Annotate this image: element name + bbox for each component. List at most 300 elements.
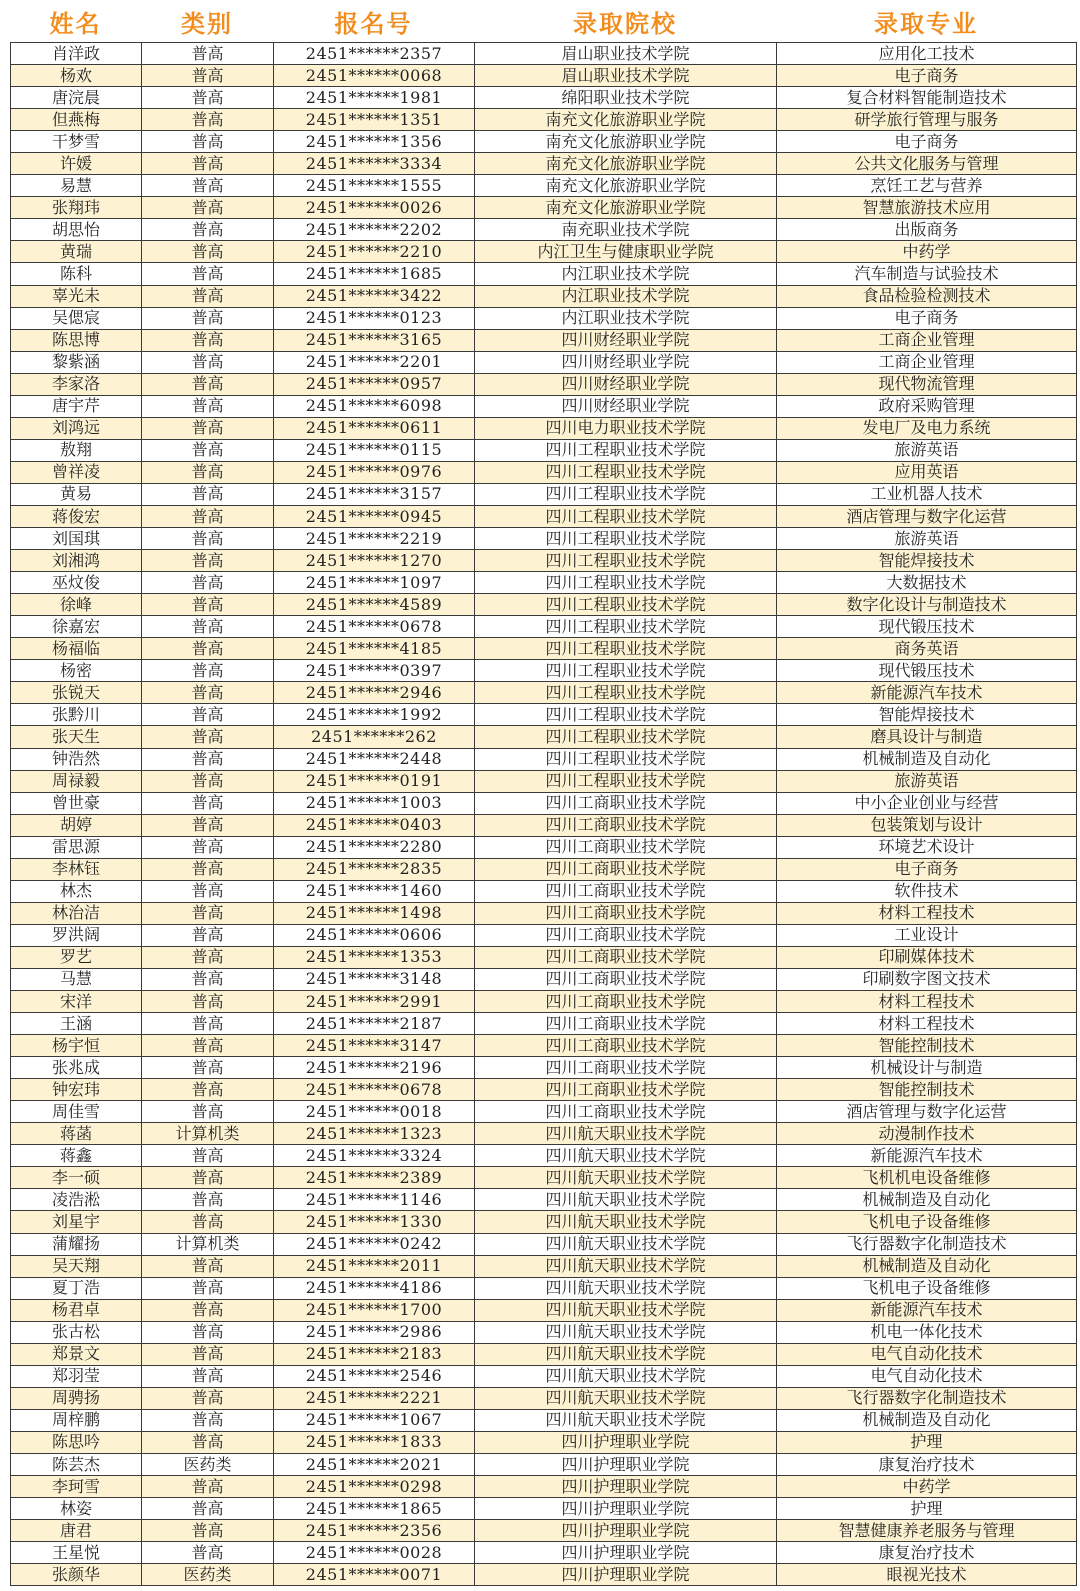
student-name-cell: 杨君卓 <box>11 1299 142 1321</box>
school-cell: 四川航天职业技术学院 <box>475 1365 777 1387</box>
major-cell: 新能源汽车技术 <box>777 682 1077 704</box>
student-name-cell: 林治洁 <box>11 902 142 924</box>
student-name-cell: 肖洋政 <box>11 43 142 65</box>
major-cell: 动漫制作技术 <box>777 1123 1077 1145</box>
student-name-cell: 杨福临 <box>11 638 142 660</box>
header-registration-number: 报名号 <box>334 9 413 38</box>
school-cell: 四川工商职业技术学院 <box>475 880 777 902</box>
registration-number-cell: 2451******3157 <box>274 483 475 505</box>
student-name-cell: 钟宏玮 <box>11 1079 142 1101</box>
registration-number-cell: 2451******3165 <box>274 329 475 351</box>
category-cell: 普高 <box>142 572 274 594</box>
major-cell: 机械设计与制造 <box>777 1057 1077 1079</box>
category-cell: 普高 <box>142 726 274 748</box>
school-cell: 四川工程职业技术学院 <box>475 726 777 748</box>
table-row <box>11 1035 1077 1057</box>
category-cell: 普高 <box>142 792 274 814</box>
registration-number-cell: 2451******0397 <box>274 660 475 682</box>
registration-number-cell: 2451******4589 <box>274 594 475 616</box>
table-row <box>11 858 1077 880</box>
category-cell: 普高 <box>142 1057 274 1079</box>
registration-number-cell: 2451******0298 <box>274 1476 475 1498</box>
table-row <box>11 1277 1077 1299</box>
table-row <box>11 153 1077 175</box>
student-name-cell: 蒋菡 <box>11 1123 142 1145</box>
major-cell: 电气自动化技术 <box>777 1365 1077 1387</box>
student-name-cell: 周骋扬 <box>11 1387 142 1409</box>
registration-number-cell: 2451******2357 <box>274 43 475 65</box>
major-cell: 机电一体化技术 <box>777 1321 1077 1343</box>
category-cell: 普高 <box>142 417 274 439</box>
major-cell: 智慧健康养老服务与管理 <box>777 1520 1077 1542</box>
major-cell: 康复治疗技术 <box>777 1454 1077 1476</box>
table-row <box>11 770 1077 792</box>
student-name-cell: 陈思吟 <box>11 1431 142 1453</box>
major-cell: 工业机器人技术 <box>777 483 1077 505</box>
table-row <box>11 1167 1077 1189</box>
category-cell: 普高 <box>142 902 274 924</box>
school-cell: 四川护理职业学院 <box>475 1564 777 1586</box>
school-cell: 四川航天职业技术学院 <box>475 1167 777 1189</box>
registration-number-cell: 2451******1330 <box>274 1211 475 1233</box>
major-cell: 飞行器数字化制造技术 <box>777 1387 1077 1409</box>
student-name-cell: 张兆成 <box>11 1057 142 1079</box>
major-cell: 工商企业管理 <box>777 351 1077 373</box>
student-name-cell: 黄易 <box>11 483 142 505</box>
table-row <box>11 1365 1077 1387</box>
major-cell: 应用化工技术 <box>777 43 1077 65</box>
category-cell: 普高 <box>142 1013 274 1035</box>
admission-table <box>10 42 1077 1586</box>
registration-number-cell: 2451******3324 <box>274 1145 475 1167</box>
table-row <box>11 726 1077 748</box>
registration-number-cell: 2451******2201 <box>274 351 475 373</box>
table-row <box>11 902 1077 924</box>
table-row <box>11 1101 1077 1123</box>
student-name-cell: 马慧 <box>11 968 142 990</box>
student-name-cell: 周禄毅 <box>11 770 142 792</box>
table-row <box>11 285 1077 307</box>
category-cell: 普高 <box>142 1145 274 1167</box>
student-name-cell: 刘鸿远 <box>11 417 142 439</box>
school-cell: 四川护理职业学院 <box>475 1454 777 1476</box>
table-row <box>11 483 1077 505</box>
registration-number-cell: 2451******0028 <box>274 1542 475 1564</box>
school-cell: 南充文化旅游职业学院 <box>475 131 777 153</box>
school-cell: 四川工程职业技术学院 <box>475 439 777 461</box>
school-cell: 四川工程职业技术学院 <box>475 550 777 572</box>
major-cell: 政府采购管理 <box>777 395 1077 417</box>
student-name-cell: 郑羽莹 <box>11 1365 142 1387</box>
registration-number-cell: 2451******2546 <box>274 1365 475 1387</box>
table-row <box>11 329 1077 351</box>
table-row <box>11 1387 1077 1409</box>
major-cell: 包装策划与设计 <box>777 814 1077 836</box>
major-cell: 机械制造及自动化 <box>777 1409 1077 1431</box>
table-row <box>11 505 1077 527</box>
category-cell: 普高 <box>142 528 274 550</box>
school-cell: 南充文化旅游职业学院 <box>475 197 777 219</box>
category-cell: 普高 <box>142 1476 274 1498</box>
school-cell: 四川航天职业技术学院 <box>475 1123 777 1145</box>
major-cell: 康复治疗技术 <box>777 1542 1077 1564</box>
major-cell: 电气自动化技术 <box>777 1343 1077 1365</box>
school-cell: 四川工商职业技术学院 <box>475 946 777 968</box>
table-row <box>11 880 1077 902</box>
school-cell: 四川工商职业技术学院 <box>475 1079 777 1101</box>
category-cell: 普高 <box>142 1211 274 1233</box>
registration-number-cell: 2451******3147 <box>274 1035 475 1057</box>
major-cell: 智能焊接技术 <box>777 704 1077 726</box>
category-cell: 普高 <box>142 307 274 329</box>
table-row <box>11 43 1077 65</box>
registration-number-cell: 2451******1981 <box>274 87 475 109</box>
student-name-cell: 周梓鹏 <box>11 1409 142 1431</box>
registration-number-cell: 2451******2221 <box>274 1387 475 1409</box>
registration-number-cell: 2451******0403 <box>274 814 475 836</box>
table-row <box>11 1123 1077 1145</box>
registration-number-cell: 2451******0957 <box>274 373 475 395</box>
major-cell: 应用英语 <box>777 461 1077 483</box>
category-cell: 计算机类 <box>142 1233 274 1255</box>
header-admitted-school: 录取院校 <box>573 9 677 38</box>
major-cell: 烹饪工艺与营养 <box>777 175 1077 197</box>
category-cell: 普高 <box>142 285 274 307</box>
student-name-cell: 胡婷 <box>11 814 142 836</box>
table-row <box>11 1321 1077 1343</box>
major-cell: 新能源汽车技术 <box>777 1145 1077 1167</box>
student-name-cell: 郑景文 <box>11 1343 142 1365</box>
category-cell: 普高 <box>142 814 274 836</box>
category-cell: 普高 <box>142 1409 274 1431</box>
registration-number-cell: 2451******2202 <box>274 219 475 241</box>
student-name-cell: 周佳雪 <box>11 1101 142 1123</box>
table-row <box>11 660 1077 682</box>
registration-number-cell: 2451******4185 <box>274 638 475 660</box>
registration-number-cell: 2451******0945 <box>274 505 475 527</box>
major-cell: 护理 <box>777 1498 1077 1520</box>
student-name-cell: 李一硕 <box>11 1167 142 1189</box>
category-cell: 普高 <box>142 770 274 792</box>
major-cell: 旅游英语 <box>777 770 1077 792</box>
registration-number-cell: 2451******0678 <box>274 616 475 638</box>
school-cell: 四川护理职业学院 <box>475 1431 777 1453</box>
major-cell: 机械制造及自动化 <box>777 1189 1077 1211</box>
table-row <box>11 417 1077 439</box>
category-cell: 普高 <box>142 87 274 109</box>
major-cell: 印刷数字图文技术 <box>777 968 1077 990</box>
registration-number-cell: 2451******1685 <box>274 263 475 285</box>
major-cell: 中药学 <box>777 241 1077 263</box>
registration-number-cell: 2451******0018 <box>274 1101 475 1123</box>
major-cell: 研学旅行管理与服务 <box>777 109 1077 131</box>
school-cell: 四川护理职业学院 <box>475 1542 777 1564</box>
table-row <box>11 1409 1077 1431</box>
major-cell: 电子商务 <box>777 131 1077 153</box>
table-row <box>11 1145 1077 1167</box>
category-cell: 普高 <box>142 1277 274 1299</box>
table-row <box>11 946 1077 968</box>
school-cell: 四川电力职业技术学院 <box>475 417 777 439</box>
major-cell: 公共文化服务与管理 <box>777 153 1077 175</box>
major-cell: 飞机电子设备维修 <box>777 1211 1077 1233</box>
major-cell: 材料工程技术 <box>777 991 1077 1013</box>
category-cell: 普高 <box>142 351 274 373</box>
school-cell: 四川工商职业技术学院 <box>475 814 777 836</box>
registration-number-cell: 2451******1700 <box>274 1299 475 1321</box>
category-cell: 普高 <box>142 65 274 87</box>
school-cell: 眉山职业技术学院 <box>475 43 777 65</box>
table-row <box>11 197 1077 219</box>
student-name-cell: 敖翔 <box>11 439 142 461</box>
category-cell: 普高 <box>142 1431 274 1453</box>
table-row <box>11 175 1077 197</box>
category-cell: 普高 <box>142 439 274 461</box>
school-cell: 四川航天职业技术学院 <box>475 1255 777 1277</box>
school-cell: 四川工程职业技术学院 <box>475 638 777 660</box>
student-name-cell: 刘湘鸿 <box>11 550 142 572</box>
major-cell: 酒店管理与数字化运营 <box>777 505 1077 527</box>
category-cell: 普高 <box>142 329 274 351</box>
student-name-cell: 唐君 <box>11 1520 142 1542</box>
student-name-cell: 黄瑞 <box>11 241 142 263</box>
category-cell: 普高 <box>142 682 274 704</box>
school-cell: 四川航天职业技术学院 <box>475 1277 777 1299</box>
school-cell: 四川工程职业技术学院 <box>475 528 777 550</box>
student-name-cell: 李林钰 <box>11 858 142 880</box>
registration-number-cell: 2451******1992 <box>274 704 475 726</box>
registration-number-cell: 2451******3422 <box>274 285 475 307</box>
registration-number-cell: 2451******6098 <box>274 395 475 417</box>
table-row <box>11 1189 1077 1211</box>
registration-number-cell: 2451******1356 <box>274 131 475 153</box>
table-row <box>11 373 1077 395</box>
table-row <box>11 682 1077 704</box>
registration-number-cell: 2451******0115 <box>274 439 475 461</box>
table-row <box>11 572 1077 594</box>
major-cell: 护理 <box>777 1431 1077 1453</box>
school-cell: 四川护理职业学院 <box>475 1498 777 1520</box>
table-row <box>11 638 1077 660</box>
student-name-cell: 易慧 <box>11 175 142 197</box>
major-cell: 出版商务 <box>777 219 1077 241</box>
registration-number-cell: 2451******1003 <box>274 792 475 814</box>
table-row <box>11 594 1077 616</box>
table-row <box>11 439 1077 461</box>
registration-number-cell: 2451******1498 <box>274 902 475 924</box>
table-row <box>11 1454 1077 1476</box>
category-cell: 普高 <box>142 505 274 527</box>
category-cell: 普高 <box>142 1520 274 1542</box>
category-cell: 普高 <box>142 1387 274 1409</box>
school-cell: 四川工商职业技术学院 <box>475 1035 777 1057</box>
major-cell: 智能控制技术 <box>777 1035 1077 1057</box>
student-name-cell: 夏丁浩 <box>11 1277 142 1299</box>
major-cell: 眼视光技术 <box>777 1564 1077 1586</box>
category-cell: 普高 <box>142 550 274 572</box>
major-cell: 机械制造及自动化 <box>777 748 1077 770</box>
major-cell: 旅游英语 <box>777 528 1077 550</box>
registration-number-cell: 2451******1353 <box>274 946 475 968</box>
student-name-cell: 唐浣晨 <box>11 87 142 109</box>
category-cell: 普高 <box>142 616 274 638</box>
school-cell: 四川工程职业技术学院 <box>475 770 777 792</box>
registration-number-cell: 2451******0678 <box>274 1079 475 1101</box>
school-cell: 内江职业技术学院 <box>475 285 777 307</box>
table-row <box>11 87 1077 109</box>
header-admitted-major: 录取专业 <box>874 9 978 38</box>
major-cell: 新能源汽车技术 <box>777 1299 1077 1321</box>
table-row <box>11 748 1077 770</box>
registration-number-cell: 2451******1097 <box>274 572 475 594</box>
school-cell: 四川工商职业技术学院 <box>475 1057 777 1079</box>
student-name-cell: 林杰 <box>11 880 142 902</box>
table-row <box>11 1431 1077 1453</box>
table-row <box>11 1057 1077 1079</box>
category-cell: 普高 <box>142 1498 274 1520</box>
category-cell: 普高 <box>142 836 274 858</box>
major-cell: 智能控制技术 <box>777 1079 1077 1101</box>
student-name-cell: 曾祥凌 <box>11 461 142 483</box>
table-row <box>11 241 1077 263</box>
table-row <box>11 395 1077 417</box>
major-cell: 旅游英语 <box>777 439 1077 461</box>
student-name-cell: 干梦雪 <box>11 131 142 153</box>
registration-number-cell: 2451******1067 <box>274 1409 475 1431</box>
school-cell: 眉山职业技术学院 <box>475 65 777 87</box>
registration-number-cell: 2451******4186 <box>274 1277 475 1299</box>
student-name-cell: 宋洋 <box>11 991 142 1013</box>
major-cell: 环境艺术设计 <box>777 836 1077 858</box>
category-cell: 普高 <box>142 991 274 1013</box>
table-row <box>11 1520 1077 1542</box>
category-cell: 普高 <box>142 483 274 505</box>
registration-number-cell: 2451******1351 <box>274 109 475 131</box>
category-cell: 普高 <box>142 1321 274 1343</box>
category-cell: 普高 <box>142 197 274 219</box>
student-name-cell: 胡思怡 <box>11 219 142 241</box>
table-row <box>11 65 1077 87</box>
category-cell: 普高 <box>142 461 274 483</box>
student-name-cell: 张古松 <box>11 1321 142 1343</box>
student-name-cell: 吴偲宸 <box>11 307 142 329</box>
table-row <box>11 792 1077 814</box>
registration-number-cell: 2451******2196 <box>274 1057 475 1079</box>
major-cell: 酒店管理与数字化运营 <box>777 1101 1077 1123</box>
category-cell: 普高 <box>142 880 274 902</box>
registration-number-cell: 2451******1323 <box>274 1123 475 1145</box>
table-row <box>11 924 1077 946</box>
school-cell: 四川航天职业技术学院 <box>475 1145 777 1167</box>
table-row <box>11 1255 1077 1277</box>
school-cell: 四川工程职业技术学院 <box>475 748 777 770</box>
major-cell: 印刷媒体技术 <box>777 946 1077 968</box>
category-cell: 医药类 <box>142 1564 274 1586</box>
student-name-cell: 陈科 <box>11 263 142 285</box>
school-cell: 四川财经职业学院 <box>475 373 777 395</box>
school-cell: 绵阳职业技术学院 <box>475 87 777 109</box>
student-name-cell: 曾世豪 <box>11 792 142 814</box>
school-cell: 四川航天职业技术学院 <box>475 1343 777 1365</box>
student-name-cell: 罗艺 <box>11 946 142 968</box>
registration-number-cell: 2451******0068 <box>274 65 475 87</box>
category-cell: 普高 <box>142 43 274 65</box>
major-cell: 食品检验检测技术 <box>777 285 1077 307</box>
student-name-cell: 巫炆俊 <box>11 572 142 594</box>
student-name-cell: 张翔玮 <box>11 197 142 219</box>
major-cell: 磨具设计与制造 <box>777 726 1077 748</box>
school-cell: 四川工程职业技术学院 <box>475 461 777 483</box>
major-cell: 飞机机电设备维修 <box>777 1167 1077 1189</box>
table-row <box>11 461 1077 483</box>
student-name-cell: 刘国琪 <box>11 528 142 550</box>
registration-number-cell: 2451******2946 <box>274 682 475 704</box>
table-row <box>11 1299 1077 1321</box>
school-cell: 四川工商职业技术学院 <box>475 924 777 946</box>
student-name-cell: 陈思博 <box>11 329 142 351</box>
student-name-cell: 但燕梅 <box>11 109 142 131</box>
school-cell: 四川工程职业技术学院 <box>475 704 777 726</box>
major-cell: 智慧旅游技术应用 <box>777 197 1077 219</box>
student-name-cell: 蒋鑫 <box>11 1145 142 1167</box>
student-name-cell: 杨宇恒 <box>11 1035 142 1057</box>
category-cell: 普高 <box>142 924 274 946</box>
school-cell: 四川工程职业技术学院 <box>475 483 777 505</box>
registration-number-cell: 2451******2835 <box>274 858 475 880</box>
category-cell: 普高 <box>142 263 274 285</box>
major-cell: 中药学 <box>777 1476 1077 1498</box>
registration-number-cell: 2451******3148 <box>274 968 475 990</box>
school-cell: 四川财经职业学院 <box>475 351 777 373</box>
student-name-cell: 陈芸杰 <box>11 1454 142 1476</box>
category-cell: 普高 <box>142 704 274 726</box>
category-cell: 普高 <box>142 1035 274 1057</box>
school-cell: 四川航天职业技术学院 <box>475 1321 777 1343</box>
table-row <box>11 1013 1077 1035</box>
registration-number-cell: 2451******1460 <box>274 880 475 902</box>
table-row <box>11 1211 1077 1233</box>
student-name-cell: 吴天翔 <box>11 1255 142 1277</box>
school-cell: 南充文化旅游职业学院 <box>475 153 777 175</box>
header-category: 类别 <box>181 9 233 38</box>
category-cell: 普高 <box>142 858 274 880</box>
category-cell: 普高 <box>142 219 274 241</box>
registration-number-cell: 2451******2219 <box>274 528 475 550</box>
major-cell: 飞行器数字化制造技术 <box>777 1233 1077 1255</box>
category-cell: 普高 <box>142 1189 274 1211</box>
category-cell: 普高 <box>142 1299 274 1321</box>
table-row <box>11 968 1077 990</box>
table-row <box>11 814 1077 836</box>
student-name-cell: 徐嘉宏 <box>11 616 142 638</box>
student-name-cell: 唐宇芹 <box>11 395 142 417</box>
table-row <box>11 550 1077 572</box>
school-cell: 四川航天职业技术学院 <box>475 1189 777 1211</box>
school-cell: 四川工商职业技术学院 <box>475 968 777 990</box>
table-row <box>11 1233 1077 1255</box>
major-cell: 中小企业创业与经营 <box>777 792 1077 814</box>
major-cell: 现代锻压技术 <box>777 660 1077 682</box>
category-cell: 普高 <box>142 638 274 660</box>
registration-number-cell: 2451******2356 <box>274 1520 475 1542</box>
registration-number-cell: 2451******0606 <box>274 924 475 946</box>
category-cell: 普高 <box>142 1542 274 1564</box>
major-cell: 材料工程技术 <box>777 1013 1077 1035</box>
student-name-cell: 王涵 <box>11 1013 142 1035</box>
table-row <box>11 263 1077 285</box>
school-cell: 内江卫生与健康职业学院 <box>475 241 777 263</box>
school-cell: 四川工程职业技术学院 <box>475 682 777 704</box>
